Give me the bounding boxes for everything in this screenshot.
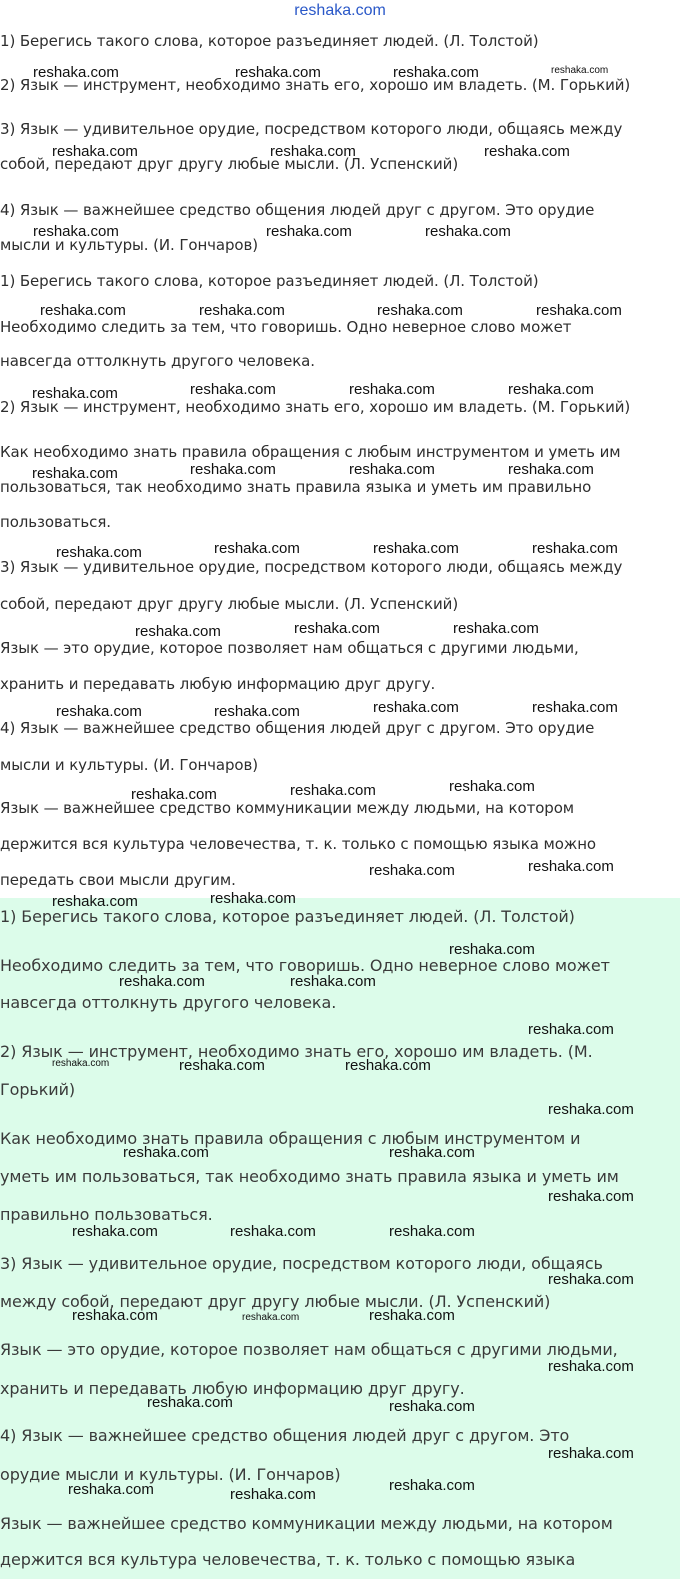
watermark: reshaka.com — [349, 461, 435, 478]
quote-1: 1) Берегись такого слова, которое разъединяет людей. (Л. Толстой) — [0, 32, 539, 50]
watermark: reshaka.com — [210, 890, 296, 907]
answer-1-quote-4-line-1: 4) Язык — важнейшее средство общения людей друг с другом. Это орудие — [0, 719, 595, 737]
watermark: reshaka.com — [68, 1481, 154, 1498]
watermark: reshaka.com — [536, 302, 622, 319]
answer-2-text-1-line-1: Необходимо следить за тем, что говоришь. Одно неверное слово может — [0, 956, 610, 975]
watermark: reshaka.com — [242, 1312, 300, 1323]
answer-1-quote-3-line-2: собой, передают друг другу любые мысли. (Л. Успенский) — [0, 595, 459, 613]
watermark: reshaka.com — [123, 1144, 209, 1161]
quote-3-line-1: 3) Язык — удивительное орудие, посредством которого люди, общаясь между — [0, 120, 623, 138]
watermark: reshaka.com — [294, 620, 380, 637]
watermark: reshaka.com — [508, 461, 594, 478]
watermark: reshaka.com — [548, 1445, 634, 1462]
watermark: reshaka.com — [389, 1223, 475, 1240]
watermark: reshaka.com — [230, 1223, 316, 1240]
answer-1-text-2-line-3: пользоваться. — [0, 513, 111, 531]
answer-2-quote-3-line-1: 3) Язык — удивительное орудие, посредством которого люди, общаясь — [0, 1254, 603, 1273]
answer-2-text-2-line-3: правильно пользоваться. — [0, 1205, 213, 1224]
quote-3-line-2: собой, передают друг другу любые мысли. (Л. Успенский) — [0, 155, 459, 173]
watermark: reshaka.com — [425, 223, 511, 240]
watermark: reshaka.com — [214, 540, 300, 557]
watermark: reshaka.com — [548, 1358, 634, 1375]
watermark: reshaka.com — [393, 64, 479, 81]
answer-1-text-1-line-2: навсегда оттолкнуть другого человека. — [0, 352, 315, 370]
site-header-link[interactable]: reshaka.com — [294, 2, 386, 19]
answer-2-text-2-line-1: Как необходимо знать правила обращения с любым инструментом и — [0, 1129, 581, 1148]
watermark: reshaka.com — [32, 385, 118, 402]
answer-1-quote-1: 1) Берегись такого слова, которое разъединяет людей. (Л. Толстой) — [0, 272, 539, 290]
watermark: reshaka.com — [377, 302, 463, 319]
answer-1-text-3-line-1: Язык — это орудие, которое позволяет нам общаться с другими людьми, — [0, 639, 579, 657]
watermark: reshaka.com — [484, 143, 570, 160]
answer-2-quote-4-line-2: орудие мысли и культуры. (И. Гончаров) — [0, 1465, 341, 1484]
watermark: reshaka.com — [266, 223, 352, 240]
watermark: reshaka.com — [32, 465, 118, 482]
watermark: reshaka.com — [72, 1223, 158, 1240]
watermark: reshaka.com — [52, 143, 138, 160]
watermark: reshaka.com — [147, 1394, 233, 1411]
answer-2-text-2-line-2: уметь им пользоваться, так необходимо знать правила языка и уметь им — [0, 1167, 619, 1186]
watermark: reshaka.com — [508, 381, 594, 398]
quote-4-line-2: мысли и культуры. (И. Гончаров) — [0, 236, 258, 254]
watermark: reshaka.com — [453, 620, 539, 637]
answer-2-quote-1: 1) Берегись такого слова, которое разъединяет людей. (Л. Толстой) — [0, 907, 575, 926]
watermark: reshaka.com — [33, 223, 119, 240]
answer-2-quote-4-line-1: 4) Язык — важнейшее средство общения людей друг с другом. Это — [0, 1426, 570, 1445]
watermark: reshaka.com — [449, 778, 535, 795]
answer-1-text-1-line-1: Необходимо следить за тем, что говоришь. Одно неверное слово может — [0, 318, 572, 336]
watermark: reshaka.com — [532, 540, 618, 557]
answer-2-quote-3-line-2: между собой, передают друг другу любые мысли. (Л. Успенский) — [0, 1292, 551, 1311]
answer-1-quote-2: 2) Язык — инструмент, необходимо знать его, хорошо им владеть. (М. Горький) — [0, 398, 631, 416]
answer-2-text-4-line-1: Язык — важнейшее средство коммуникации между людьми, на котором — [0, 1514, 613, 1533]
answer-1-text-2-line-2: пользоваться, так необходимо знать правила языка и уметь им правильно — [0, 478, 592, 496]
answer-2-quote-2-line-2: Горький) — [0, 1080, 76, 1099]
watermark: reshaka.com — [548, 1101, 634, 1118]
watermark: reshaka.com — [230, 1486, 316, 1503]
watermark: reshaka.com — [56, 703, 142, 720]
watermark: reshaka.com — [72, 1307, 158, 1324]
watermark: reshaka.com — [369, 1307, 455, 1324]
answer-2-text-1-line-2: навсегда оттолкнуть другого человека. — [0, 993, 337, 1012]
answer-2-text-3-line-1: Язык — это орудие, которое позволяет нам общаться с другими людьми, — [0, 1340, 618, 1359]
watermark: reshaka.com — [52, 1058, 110, 1069]
watermark: reshaka.com — [389, 1477, 475, 1494]
answer-1-quote-4-line-2: мысли и культуры. (И. Гончаров) — [0, 756, 258, 774]
watermark: reshaka.com — [449, 941, 535, 958]
watermark: reshaka.com — [551, 65, 609, 76]
watermark: reshaka.com — [56, 544, 142, 561]
watermark: reshaka.com — [548, 1271, 634, 1288]
answer-1-text-4-line-3: передать свои мысли другим. — [0, 871, 236, 889]
watermark: reshaka.com — [373, 699, 459, 716]
watermark: reshaka.com — [52, 893, 138, 910]
watermark: reshaka.com — [532, 699, 618, 716]
quote-2: 2) Язык — инструмент, необходимо знать его, хорошо им владеть. (М. Горький) — [0, 76, 631, 94]
quote-4-line-1: 4) Язык — важнейшее средство общения людей друг с другом. Это орудие — [0, 201, 595, 219]
watermark: reshaka.com — [131, 786, 217, 803]
watermark: reshaka.com — [214, 703, 300, 720]
answer-2-text-3-line-2: хранить и передавать любую информацию друг другу. — [0, 1379, 465, 1398]
answer-1-text-4-line-1: Язык — важнейшее средство коммуникации между людьми, на котором — [0, 799, 575, 817]
watermark: reshaka.com — [290, 782, 376, 799]
watermark: reshaka.com — [33, 64, 119, 81]
watermark: reshaka.com — [389, 1398, 475, 1415]
watermark: reshaka.com — [528, 1021, 614, 1038]
watermark: reshaka.com — [270, 143, 356, 160]
watermark: reshaka.com — [199, 302, 285, 319]
watermark: reshaka.com — [290, 973, 376, 990]
watermark: reshaka.com — [40, 302, 126, 319]
answer-1-quote-3-line-1: 3) Язык — удивительное орудие, посредством которого люди, общаясь между — [0, 558, 623, 576]
watermark: reshaka.com — [548, 1188, 634, 1205]
watermark: reshaka.com — [179, 1057, 265, 1074]
answer-2-quote-2-line-1: 2) Язык — инструмент, необходимо знать его, хорошо им владеть. (М. — [0, 1042, 593, 1061]
answer-1-text-3-line-2: хранить и передавать любую информацию друг другу. — [0, 675, 436, 693]
answer-1-text-4-line-2: держится вся культура человечества, т. к. только с помощью языка можно — [0, 835, 596, 853]
watermark: reshaka.com — [389, 1144, 475, 1161]
watermark: reshaka.com — [190, 381, 276, 398]
watermark: reshaka.com — [190, 461, 276, 478]
watermark: reshaka.com — [235, 64, 321, 81]
answer-2-text-4-line-2: держится вся культура человечества, т. к. только с помощью языка — [0, 1550, 576, 1569]
answer-1-text-2-line-1: Как необходимо знать правила обращения с любым инструментом и уметь им — [0, 443, 621, 461]
watermark: reshaka.com — [373, 540, 459, 557]
watermark: reshaka.com — [369, 862, 455, 879]
watermark: reshaka.com — [345, 1057, 431, 1074]
watermark: reshaka.com — [135, 623, 221, 640]
watermark: reshaka.com — [349, 381, 435, 398]
watermark: reshaka.com — [119, 973, 205, 990]
watermark: reshaka.com — [528, 858, 614, 875]
